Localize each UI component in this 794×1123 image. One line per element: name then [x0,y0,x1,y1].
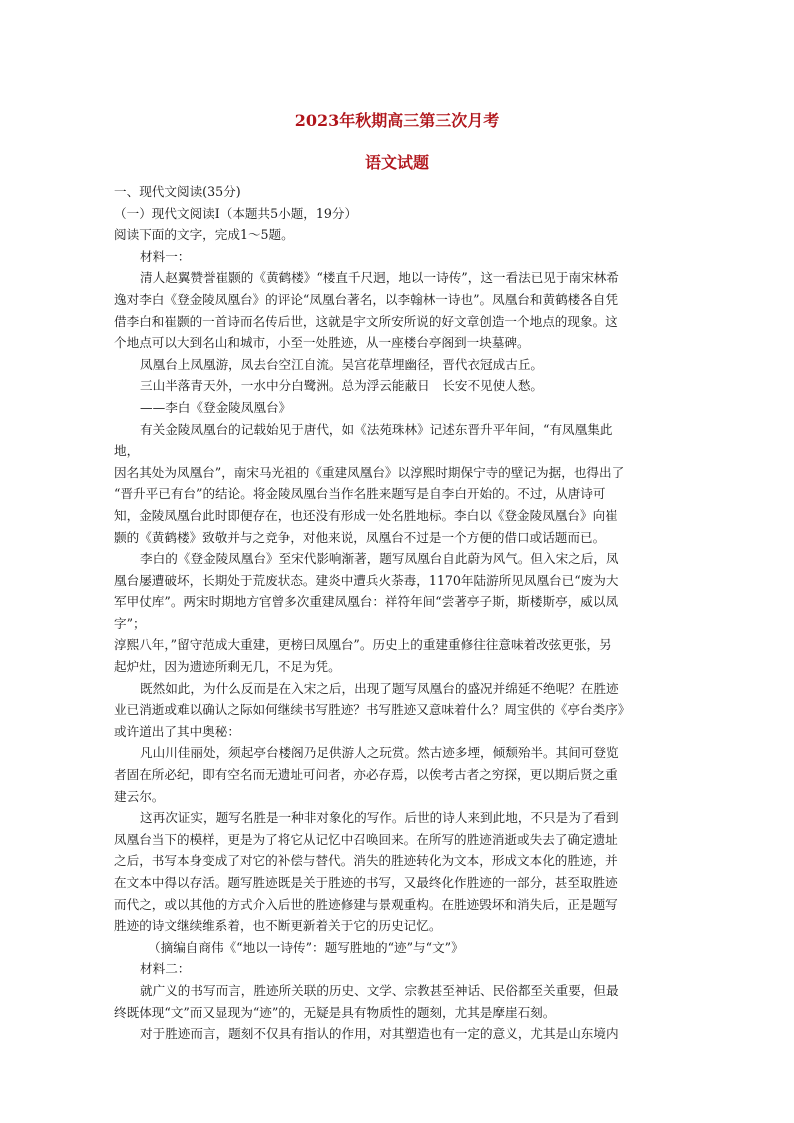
text-line: 而代之，或以其他的方式介入后世的胜迹修建与景观重构。在胜迹毁坏和消失后，正是题写 [114,896,618,912]
text-line: 淳熙八年，”留守范成大重建，更榜曰凤凰台”。历史上的重建重修往往意味着改弦更张，另 [114,637,612,653]
text-line: 字”； [114,615,146,631]
poem-line: 凤凰台上凤凰游，凤去台空江自流。吴宫花草埋幽径，晋代衣冠成古丘。 [140,356,543,372]
subsection-heading: （一）现代文阅读Ⅰ（本题共5小题，19分） [114,205,358,221]
text-line: 个地点可以大到名山和城市，小至一处胜迹，从一座楼台亭阁到一块墓碑。 [114,335,530,351]
exam-subtitle: 语文试题 [364,153,429,172]
text-line: 颢的《黄鹤楼》致敬并与之竞争，对他来说，凤凰台不过是一个方便的借口或话题而已。 [114,529,606,545]
text-line: 这再次证实，题写名胜是一种非对象化的写作。后世的诗人来到此地，不只是为了看到 [140,810,619,826]
text-line: 胜迹的诗文继续维系着，也不断更新着关于它的历史记忆。 [114,918,442,934]
text-line: 就广义的书写而言，胜迹所关联的历史、文学、宗教甚至神话、民俗都至关重要，但最 [140,982,619,998]
text-line: 凤凰台当下的模样，更是为了将它从记忆中召唤回来。在所写的胜迹消逝或失去了确定遗址 [114,831,618,847]
source-note: （摘编自商伟《“地以一诗传”：题写胜地的“迹”与“文”》 [148,939,464,955]
text-line: 军甲仗库”。两宋时期地方官曾多次重建凤凰台：祥符年间“尝著亭子斯，斯楼斯亭，威以凤 [114,594,619,610]
poem-line: 三山半落青天外，一水中分白鹭洲。总为浮云能蔽日 长安不见使人愁。 [140,378,543,394]
quote-line: 凡山川佳丽处，须起亭台楼阁乃足供游人之玩赏。然古迹多堙，倾颓殆半。其间可登览 [140,745,619,761]
poem-attribution: ——李白《登金陵凤凰台》 [140,399,292,415]
text-line: 因名其处为凤凰台”，南宋马光祖的《重建凤凰台》以淳熙时期保宁寺的壁记为据，也得出了 [114,464,625,480]
text-line: 有关金陵凤凰台的记载始见于唐代，如《法苑珠林》记述东晋升平年间，“有凤凰集此 [140,421,613,437]
quote-line: 者固在所必纪，即有空名而无遗址可问者，亦必存焉，以俟考古者之穷探，更以期后贤之重 [114,767,618,783]
text-line: 李白的《登金陵凤凰台》至宋代影响渐著，题写凤凰台自此蔚为风气。但入宋之后，凤 [140,551,619,567]
exam-title: 2023年秋期高三第三次月考 [294,111,500,130]
instruction-line: 阅读下面的文字，完成1～5题。 [114,227,294,243]
text-line: 知，金陵凤凰台此时即便存在，也还没有形成一处名胜地标。李白以《登金陵凤凰台》向崔 [114,507,618,523]
text-line: 既然如此，为什么反而是在入宋之后，出现了题写凤凰台的盛况并绵延不绝呢？在胜迹 [140,680,619,696]
text-line: 逸对李白《登金陵凤凰台》的评论“凤凰台著名，以李翰林一诗也”。凤凰台和黄鹤楼各自凭 [114,291,619,307]
text-line: 清人赵翼赞誉崔颢的《黄鹤楼》“楼直千尺迥，地以一诗传”，这一看法已见于南宋林希 [140,270,619,286]
text-line: 借李白和崔颢的一首诗而名传后世，这就是宇文所安所说的好文章创造一个地点的现象。这 [114,313,618,329]
material-label: 材料二： [140,961,191,977]
text-line: 凰台屡遭破坏，长期处于荒废状态。建炎中遭兵火荼毒，1170年陆游所见凤凰台已“废为大 [114,572,619,588]
text-line: 起炉灶，因为遗迹所剩无几，不足为凭。 [114,659,341,675]
quote-line: 建云尔。 [114,788,165,804]
text-line: 终既体现“文”而又显现为“迹”的，无疑是具有物质性的题刻，尤其是摩崖石刻。 [114,1004,556,1020]
text-line: 地， [114,443,140,459]
text-line: 对于胜迹而言，题刻不仅具有指认的作用，对其塑造也有一定的意义，尤其是山东境内 [140,1026,619,1042]
text-line: 或许道出了其中奥秘： [114,723,240,739]
text-line: 业已消逝或难以确认之际如何继续书写胜迹？书写胜迹又意味着什么？周宝供的《亭台类序》 [114,702,631,718]
text-line: “晋升平已有台”的结论。将金陵凤凰台当作名胜来题写是自李白开始的。不过，从唐诗可 [114,486,606,502]
text-line: 在文本中得以存活。题写胜迹既是关于胜迹的书写，又最终化作胜迹的一部分，甚至取胜迹 [114,875,618,890]
section-heading: 一、现代文阅读(35分) [114,184,241,199]
exam-body [114,181,682,1045]
text-line: 之后，书写本身变成了对它的补偿与替代。消失的胜迹转化为文本，形成文本化的胜迹，并 [114,853,618,869]
material-label: 材料一： [140,248,191,264]
